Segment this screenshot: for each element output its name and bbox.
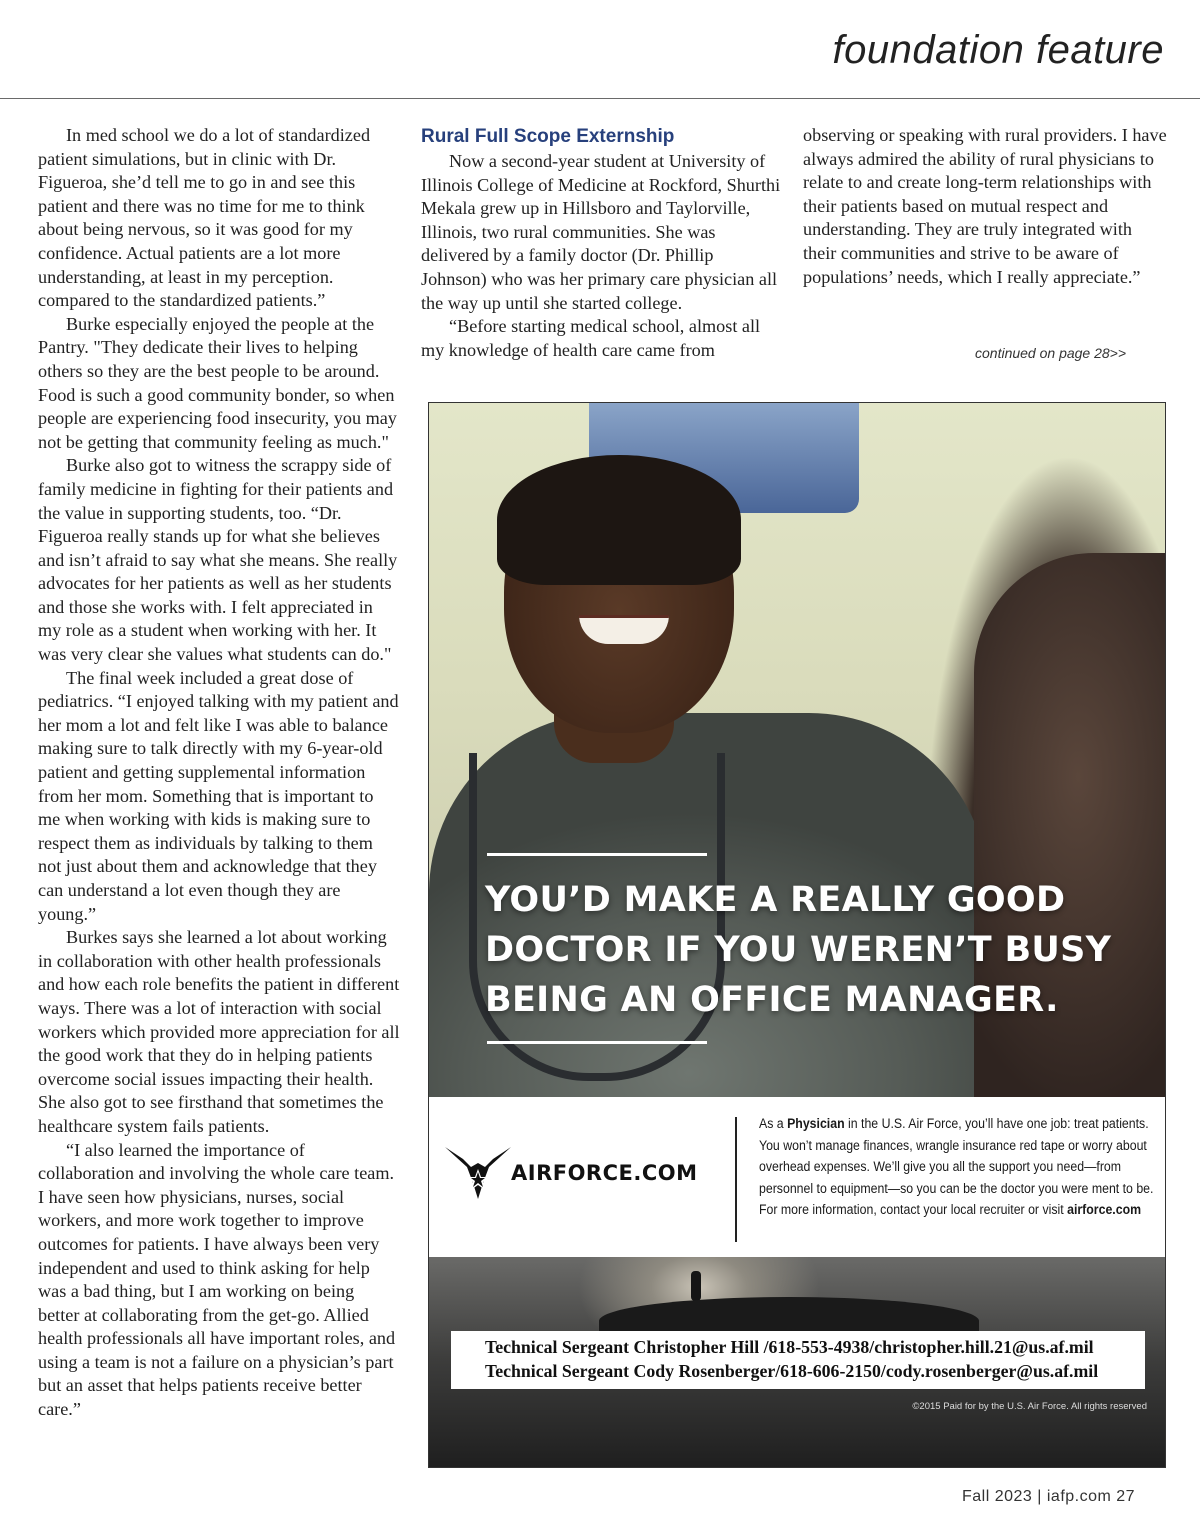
paragraph: Now a second-year student at University of Illinois College of Medicine at Rockford, Shurthi Mekala grew up in Hillsboro and Taylorville, Illinois, two rural communities. She was delivered by a family doctor (Dr. Phillip Johnson) who was her primary care physician all the way up until she started college. [421, 151, 781, 313]
paragraph: The final week included a great dose of pediatrics. “I enjoyed talking with my patient and her mom a lot and felt like I was able to balance making sure to talk directly with my 6-year-old patient and getting supplemental information from her mom. Something that is important to me when working with kids is making sure to respect them as individuals by talking to them not just about them and acknowledge that they can understand a lot even though they are young.” [38, 667, 399, 924]
article-column-2 [421, 124, 783, 362]
ad-jet-photo [429, 1257, 1165, 1467]
headline-line: BEING AN OFFICE MANAGER. [485, 980, 1059, 1020]
headline-rule-bottom [487, 1041, 707, 1044]
header-divider [0, 98, 1200, 99]
recruiter-contact: Technical Sergeant Christopher Hill /618-553-4938/christopher.hill.21@us.af.mil [485, 1337, 1094, 1357]
airforce-link[interactable]: airforce.com [1067, 1202, 1142, 1217]
paragraph: Burke especially enjoyed the people at the Pantry. "They dedicate their lives to helping others so they are the best people to be around. Food is such a good community bonder, so when people are experiencing food insecurity, you may not be getting that community feeling as much." [38, 313, 397, 452]
headline-line: YOU’D MAKE A REALLY GOOD [485, 880, 1066, 920]
article-column-3 [803, 124, 1168, 289]
article-column-1 [38, 124, 400, 1422]
ad-headline [485, 875, 1125, 1025]
air-force-wings-star-icon [443, 1139, 513, 1199]
paragraph: In med school we do a lot of standardized patient simulations, but in clinic with Dr. Figueroa, she’d tell me to go in and see this patient and there was no time for me to think about being nervous, so it was good for my confidence. Actual patients are a lot more understanding, at least in my perception. compared to the standardized patients.” [38, 125, 371, 311]
paragraph: Burke also got to witness the scrappy side of family medicine in fighting for their patients and the value in supporting students, too. “Dr. Figueroa really stands up for what she believes and isn’t afraid to say what she means. She really advocates for her patients as well as her students and those she works with. I felt appreciated in my role as a student when working with her. It was very clear she values what students can do." [38, 455, 398, 665]
headline-line: DOCTOR IF YOU WEREN’T BUSY [485, 930, 1112, 970]
recruiter-contact: Technical Sergeant Cody Rosenberger/618-606-2150/cody.rosenberger@us.af.mil [485, 1361, 1099, 1381]
air-force-advertisement [428, 402, 1166, 1468]
paragraph: observing or speaking with rural providers. I have always admired the ability of rural physicians to relate to and create long-term relationships with their patients based on mutual respect and understanding. They are truly integrated with their communities and strive to be aware of populations’ needs, which I really appreciate.” [803, 125, 1167, 287]
section-heading: Rural Full Scope Externship [421, 126, 675, 147]
airforce-logo-text: AIRFORCE.COM [511, 1161, 698, 1185]
paragraph: Burkes says she learned a lot about working in collaboration with other health professionals and how each role benefits the patient in different ways. There was a lot of interaction with social workers which provided more appreciation for all the good work that they do in helping patients overcome social issues impacting their health. She also got to see firsthand that sometimes the healthcare system fails patients. [38, 927, 400, 1136]
ad-photo-doctor [429, 403, 1165, 1097]
continued-note: continued on page 28>> [975, 345, 1127, 361]
info-divider [735, 1117, 737, 1242]
recruiter-contact-box [451, 1331, 1145, 1389]
page-footer: Fall 2023 | iafp.com 27 [962, 1488, 1136, 1505]
paragraph: “I also learned the importance of collaboration and involving the whole care team. I have seen how physicians, nurses, social workers, and more work together to improve outcomes for patients. I have always been very independent and used to think asking for help was a bad thing, but I am working on being better at collaborating from the get-go. Allied health professionals all have important roles, and using a team is not a failure on a physician’s part but an asset that helps patients receive better care.” [38, 1139, 396, 1420]
section-title: foundation feature [832, 28, 1164, 72]
headline-rule-top [487, 853, 707, 856]
paragraph: “Before starting medical school, almost all my knowledge of health care came from [421, 316, 761, 360]
ad-info-panel [429, 1097, 1165, 1257]
ad-copyright: ©2015 Paid for by the U.S. Air Force. All rights reserved [912, 1401, 1147, 1412]
ad-body-copy: As a Physician in the U.S. Air Force, you’ll have one job: treat patients. You won’t manage finances, wrangle insurance red tape or worry about overhead expenses. We’ll give you all the support you need—from personnel to equipment—so you can be the doctor you were ment to be. For more information, contact your local recruiter or visit airforce.com [759, 1116, 1154, 1217]
